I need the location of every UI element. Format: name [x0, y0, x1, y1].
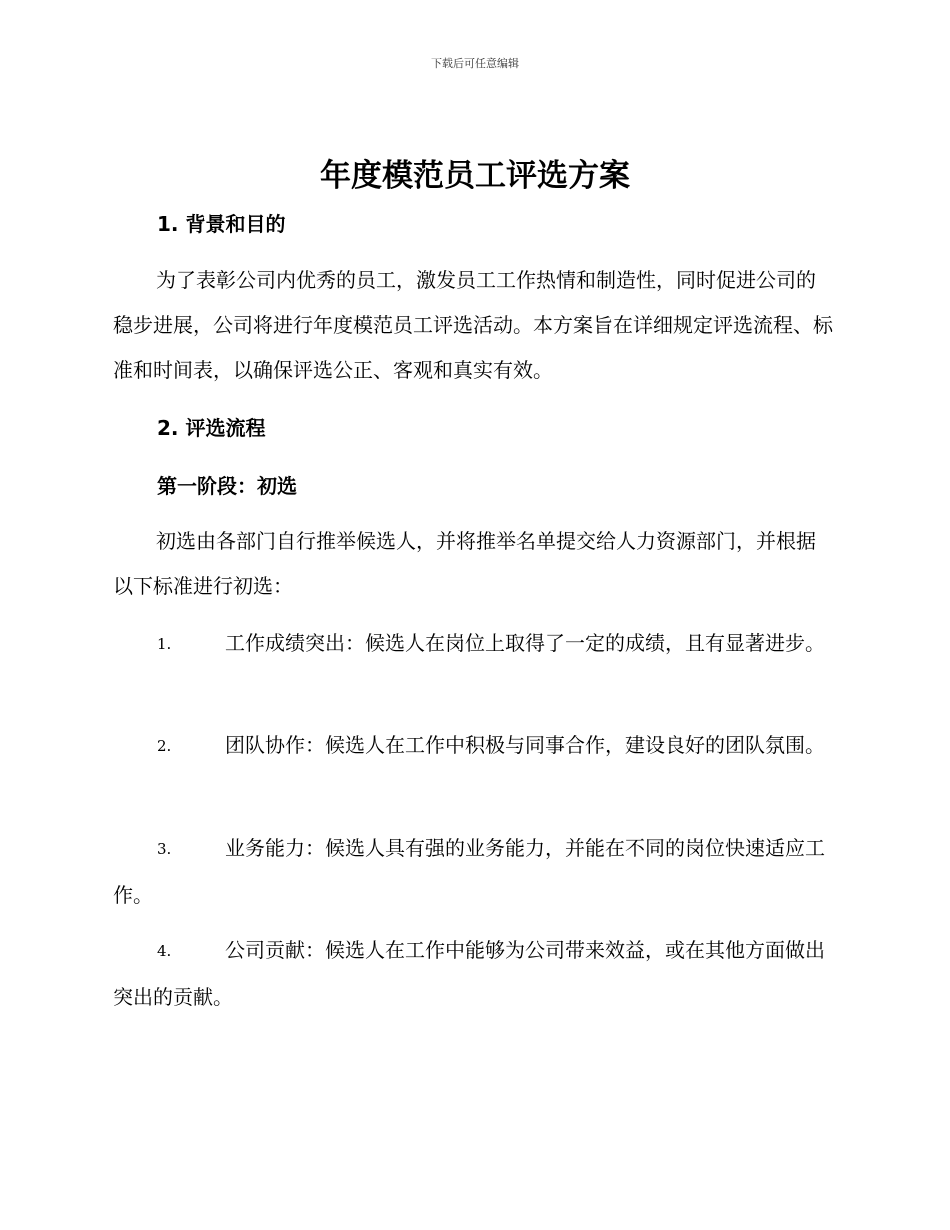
- header-note: 下载后可任意编辑: [431, 57, 519, 70]
- criteria-item: [113, 927, 833, 1020]
- criteria-text: 公司贡献：候选人在工作中能够为公司带来效益，或在其他方面做出突出的贡献。: [113, 938, 825, 1009]
- criteria-text: 工作成绩突出：候选人在岗位上取得了一定的成绩，且有显著进步。: [225, 631, 825, 655]
- background-paragraph: 为了表彰公司内优秀的员工，激发员工工作热情和制造性，同时促进公司的稳步进展，公司将进行年度模范员工评选活动。本方案旨在详细规定评选流程、标准和时间表，以确保评选公正、客观和真实有效。: [113, 268, 833, 382]
- criteria-number: 2.: [157, 737, 172, 755]
- stage-paragraph: 初选由各部门自行推举候选人，并将推举名单提交给人力资源部门，并根据以下标准进行初选：: [113, 529, 816, 598]
- criteria-text: 业务能力：候选人具有强的业务能力，并能在不同的岗位快速适应工作。: [113, 836, 825, 907]
- criteria-text: 团队协作：候选人在工作中积极与同事合作，建设良好的团队氛围。: [225, 733, 825, 757]
- section-heading-process: 2. 评选流程: [157, 416, 266, 440]
- criteria-item: [113, 825, 833, 918]
- criteria-number: 1.: [157, 635, 172, 653]
- stage-heading-initial: 第一阶段：初选: [157, 474, 297, 498]
- document-title: 年度模范员工评选方案: [320, 158, 630, 194]
- criteria-number: 4.: [157, 942, 172, 960]
- criteria-item: [113, 620, 833, 667]
- section-heading-background: 1. 背景和目的: [157, 212, 286, 236]
- criteria-item: [113, 722, 833, 769]
- criteria-number: 3.: [157, 840, 172, 858]
